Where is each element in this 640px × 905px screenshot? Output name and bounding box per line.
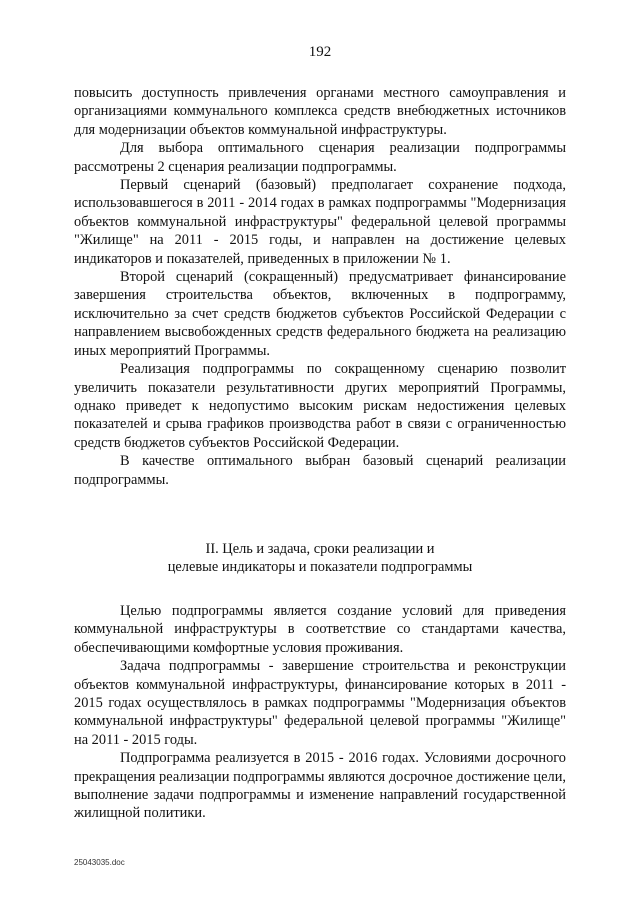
paragraph: Подпрограмма реализуется в 2015 - 2016 годах. Условиями досрочного прекращения реализации подпрограммы являются досрочное достижение цели, выполнение задачи подпрограммы и изменение направлений государственной жилищной политики. [74, 750, 566, 822]
document-code: 25043035.doc [74, 858, 125, 867]
paragraph: Первый сценарий (базовый) предполагает сохранение подхода, использовавшегося в 2011 - 2014 годах в рамках подпрограммы "Модернизация объектов коммунальной инфраструктуры" федеральной целевой программы "Жилище" на 2011 - 2015 годы, и направлен на достижение целевых индикаторов и показателей, приведенных в приложении № 1. [74, 177, 566, 267]
paragraph: В качестве оптимального выбран базовый сценарий реализации подпрограммы. [74, 453, 566, 488]
page-number: 192 [308, 44, 332, 60]
paragraph: Реализация подпрограммы по сокращенному сценарию позволит увеличить показатели результативности других мероприятий Программы, однако приведет к недопустимо высоким рискам недостижения целевых показателей и срыва графиков производства работ в связи с ограниченностью средств бюджетов субъектов Российской Федерации. [74, 361, 566, 451]
paragraph: Целью подпрограммы является создание условий для приведения коммунальной инфраструктуры в соответствие со стандартами качества, обеспечивающими комфортные условия проживания. [74, 603, 566, 656]
section-heading-line-2: целевые индикаторы и показатели подпрограммы [167, 559, 473, 576]
paragraph: Для выбора оптимального сценария реализации подпрограммы рассмотрены 2 сценария реализации подпрограммы. [74, 140, 566, 175]
section-heading-line-1: II. Цель и задача, сроки реализации и [205, 541, 435, 557]
paragraph: Второй сценарий (сокращенный) предусматривает финансирование завершения строительства объектов, включенных в подпрограмму, исключительно за счет средств бюджетов субъектов Российской Федерации с направлением высвобожденных средств федерального бюджета на реализацию иных мероприятий Программы. [74, 269, 566, 359]
section-heading [74, 540, 566, 577]
paragraph: повысить доступность привлечения органами местного самоуправления и организациями коммунального комплекса средств внебюджетных источников для модернизации объектов коммунальной инфраструктуры. [74, 85, 566, 138]
body-text-section-2 [74, 602, 566, 823]
paragraph: Задача подпрограммы - завершение строительства и реконструкции объектов коммунальной инфраструктуры, финансирование которых в 2011 - 2015 годах осуществлялось в рамках подпрограммы "Модернизация объектов коммунальной инфраструктуры" федеральной целевой программы "Жилище" на 2011 - 2015 годы. [74, 658, 566, 748]
body-text-section-1 [74, 84, 566, 489]
